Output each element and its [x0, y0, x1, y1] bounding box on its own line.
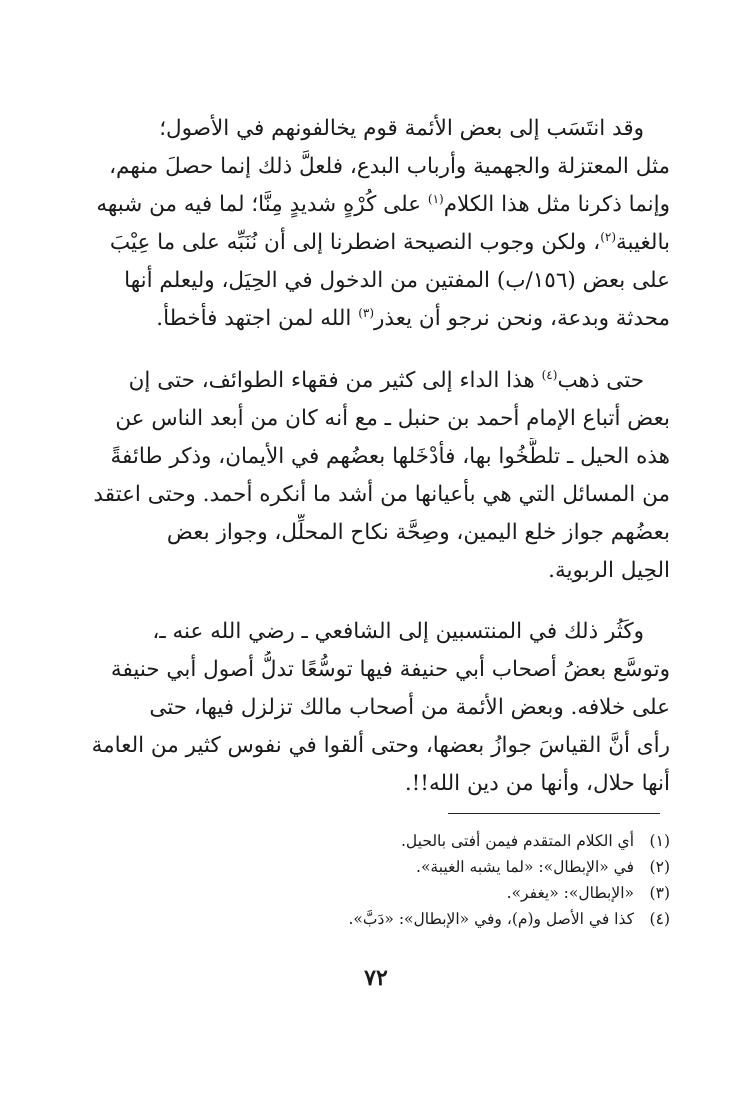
text-line: [78, 186, 670, 224]
footnote-2: [200, 854, 670, 880]
paragraph-1: [78, 110, 670, 338]
text-segment: هذا الداء إلى كثير من فقهاء الطوائف، حتى إن: [128, 368, 542, 393]
text-line: أنها حلال، وأنها من دين الله!!.: [404, 771, 670, 796]
footnote-text: «الإبطال»: «يغفر».: [506, 884, 634, 902]
footnote-3: [200, 880, 670, 906]
footnote-number: (١): [649, 832, 670, 850]
text-line: من المسائل التي هي بأعيانها من أشد ما أنكره أحمد. وحتى اعتقد: [93, 482, 670, 507]
text-line: بعض أتباع الإمام أحمد بن حنبل ـ مع أنه كان من أبعد الناس عن: [115, 406, 670, 431]
text-line: [78, 362, 670, 400]
footnote-4: [200, 906, 670, 932]
text-line: وكَثُر ذلك في المنتسبين إلى الشافعي ـ رضي الله عنه ـ،: [152, 619, 644, 644]
text-segment: ، ولكن وجوب النصيحة اضطرنا إلى أن نُنَبِّه على ما عِيْبَ: [109, 230, 601, 255]
text-segment: محدثة وبدعة، ونحن نرجو أن يعذر: [374, 306, 670, 331]
footnote-marker: (٢): [600, 229, 617, 244]
text-segment: الله لمن اجتهد فأخطأ.: [156, 306, 359, 331]
text-line: وقد انتَسَب إلى بعض الأئمة قوم يخالفونهم في الأصول؛: [159, 116, 644, 141]
footnote-text: كذا في الأصل و(م)، وفي «الإبطال»: «دَبَّ».: [348, 910, 634, 928]
text-segment: حتى ذهب: [557, 368, 644, 393]
text-segment: بالغيبة: [616, 230, 670, 255]
footnotes: [200, 828, 670, 932]
footnote-marker: (١): [427, 191, 444, 206]
text-segment: وإنما ذكرنا مثل هذا الكلام: [443, 192, 670, 217]
text-line: على بعض (١٥٦/ب) المفتين من الدخول في الحِيَل، وليعلم أنها: [124, 268, 670, 293]
footnote-number: (٤): [649, 910, 670, 928]
footnote-marker: (٤): [541, 367, 558, 382]
paragraph-3: [78, 613, 670, 803]
footnote-marker: (٣): [358, 305, 375, 320]
text-line: بعضُهم جواز خلع اليمين، وصِحَّة نكاح المحلِّل، وجواز بعض: [166, 520, 670, 545]
text-segment: على كُرْهٍ شديدٍ مِنَّا؛ لما فيه من شبهه: [96, 192, 428, 217]
page-number: ٧٢: [364, 965, 388, 991]
text-line: رأى أنَّ القياسَ جوازُ بعضها، وحتى ألقوا في نفوس كثير من العامة: [91, 733, 670, 758]
footnote-separator: [448, 813, 660, 814]
footnote-1: [200, 828, 670, 854]
text-line: [78, 300, 670, 338]
text-line: الحِيل الربوية.: [548, 558, 670, 583]
footnote-number: (٢): [649, 858, 670, 876]
footnote-number: (٣): [649, 884, 670, 902]
text-line: هذه الحيل ـ تلطَّخُوا بها، فأدْخَلها بعضُهم في الأيمان، وذكر طائفةً: [110, 444, 670, 469]
text-line: مثل المعتزلة والجهمية وأرباب البدع، فلعلَّ ذلك إنما حصلَ منهم،: [109, 154, 670, 179]
paragraph-2: [78, 362, 670, 590]
text-line: وتوسَّع بعضُ أصحاب أبي حنيفة فيها توسُّعًا تدلُّ أصول أبي حنيفة: [110, 657, 670, 682]
footnote-text: في «الإبطال»: «لما يشبه الغيبة».: [416, 858, 634, 876]
footnote-text: أي الكلام المتقدم فيمن أفتى بالحيل.: [400, 832, 634, 850]
text-line: [78, 224, 670, 262]
text-line: على خلافه. وبعض الأئمة من أصحاب مالك تزلزل فيها، حتى: [149, 695, 670, 720]
